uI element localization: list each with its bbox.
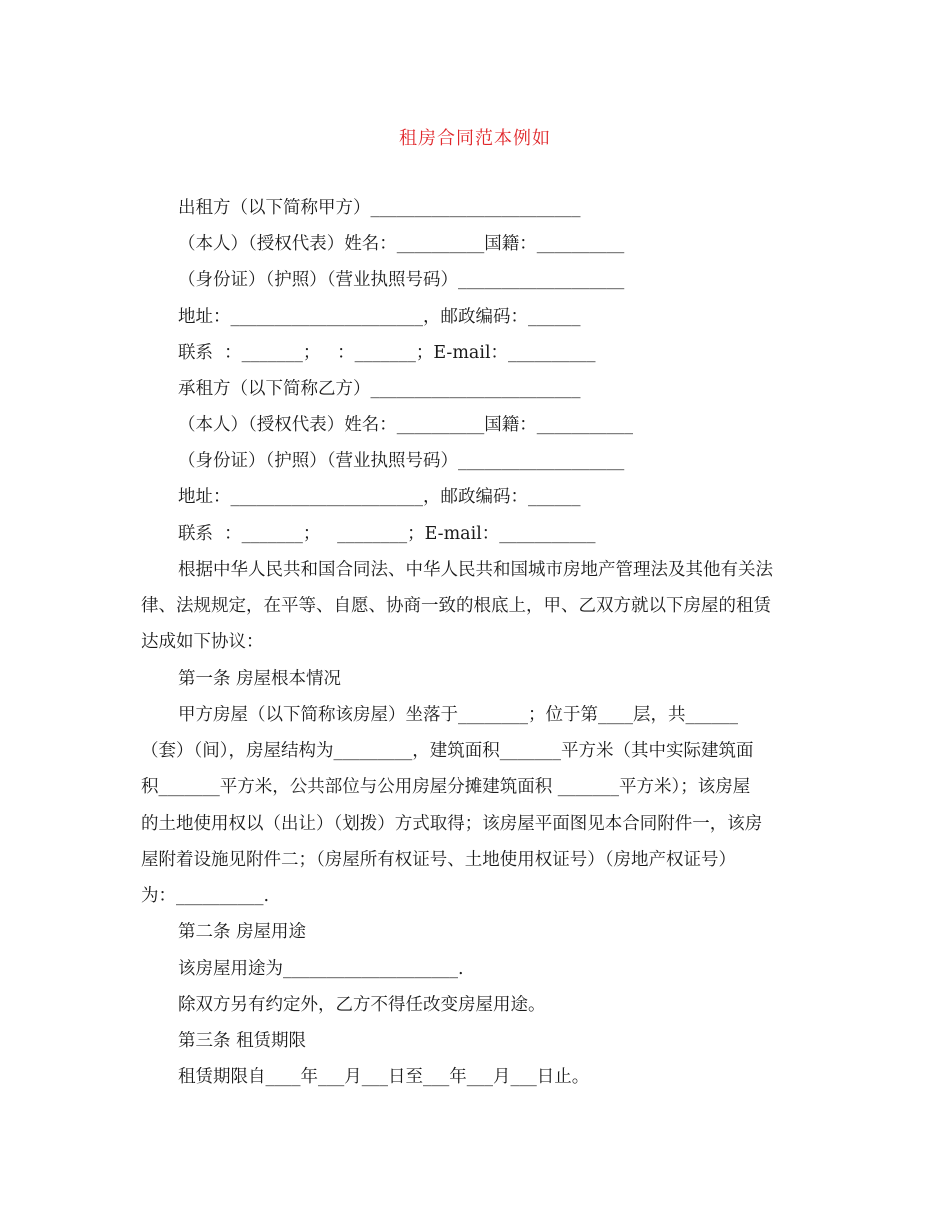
article-1-line-5: 屋附着设施见附件二；（房屋所有权证号、土地使用权证号）（房地产权证号）	[141, 850, 736, 870]
lessee-contact-line: 联系 ：_______； ________；E-mail：___________	[178, 524, 596, 544]
article-3-heading: 第三条 租赁期限	[178, 1031, 307, 1051]
article-1-line-1: 甲方房屋（以下简称该房屋）坐落于________；位于第____层，共______	[178, 705, 738, 725]
article-1-heading: 第一条 房屋根本情况	[178, 669, 342, 689]
lessor-name-nationality: （本人）（授权代表）姓名：__________国籍：__________	[178, 234, 625, 254]
article-2-heading: 第二条 房屋用途	[178, 922, 307, 942]
lessor-line: 出租方（以下简称甲方）________________________	[178, 198, 581, 218]
lessor-contact-line: 联系 ：_______； ：_______；E-mail：__________	[178, 343, 596, 363]
document-title: 租房合同范本例如	[399, 128, 551, 149]
article-2-line-2: 除双方另有约定外，乙方不得任改变房屋用途。	[178, 995, 546, 1015]
lessor-id-line: （身份证）（护照）（营业执照号码）___________________	[178, 270, 625, 290]
article-2-line-1: 该房屋用途为____________________.	[178, 959, 464, 979]
preamble-line-1: 根据中华人民共和国合同法、中华人民共和国城市房地产管理法及其他有关法	[178, 560, 773, 580]
lessee-line: 承租方（以下简称乙方）________________________	[178, 379, 581, 399]
lessee-address-line: 地址：______________________，邮政编码：______	[178, 487, 581, 507]
article-3-line-1: 租赁期限自____年___月___日至___年___月___日止。	[178, 1067, 590, 1087]
preamble-line-2: 律、法规规定，在平等、自愿、协商一致的根底上，甲、乙双方就以下房屋的租赁	[141, 596, 771, 616]
article-1-line-6: 为：__________.	[141, 886, 270, 906]
article-1-line-3: 积_______平方米，公共部位与公用房屋分摊建筑面积 _______平方米）；该房屋	[141, 777, 751, 797]
article-1-line-4: 的土地使用权以（出让）（划拨）方式取得；该房屋平面图见本合同附件一，该房	[141, 814, 763, 834]
preamble-line-3: 达成如下协议：	[141, 632, 264, 652]
lessee-id-line: （身份证）（护照）（营业执照号码）___________________	[178, 451, 625, 471]
lessee-name-nationality: （本人）（授权代表）姓名：__________国籍：___________	[178, 415, 633, 435]
lessor-address-line: 地址：______________________，邮政编码：______	[178, 307, 581, 327]
article-1-line-2: （套）（间），房屋结构为_________，建筑面积_______平方米（其中实际建筑面	[141, 741, 754, 761]
